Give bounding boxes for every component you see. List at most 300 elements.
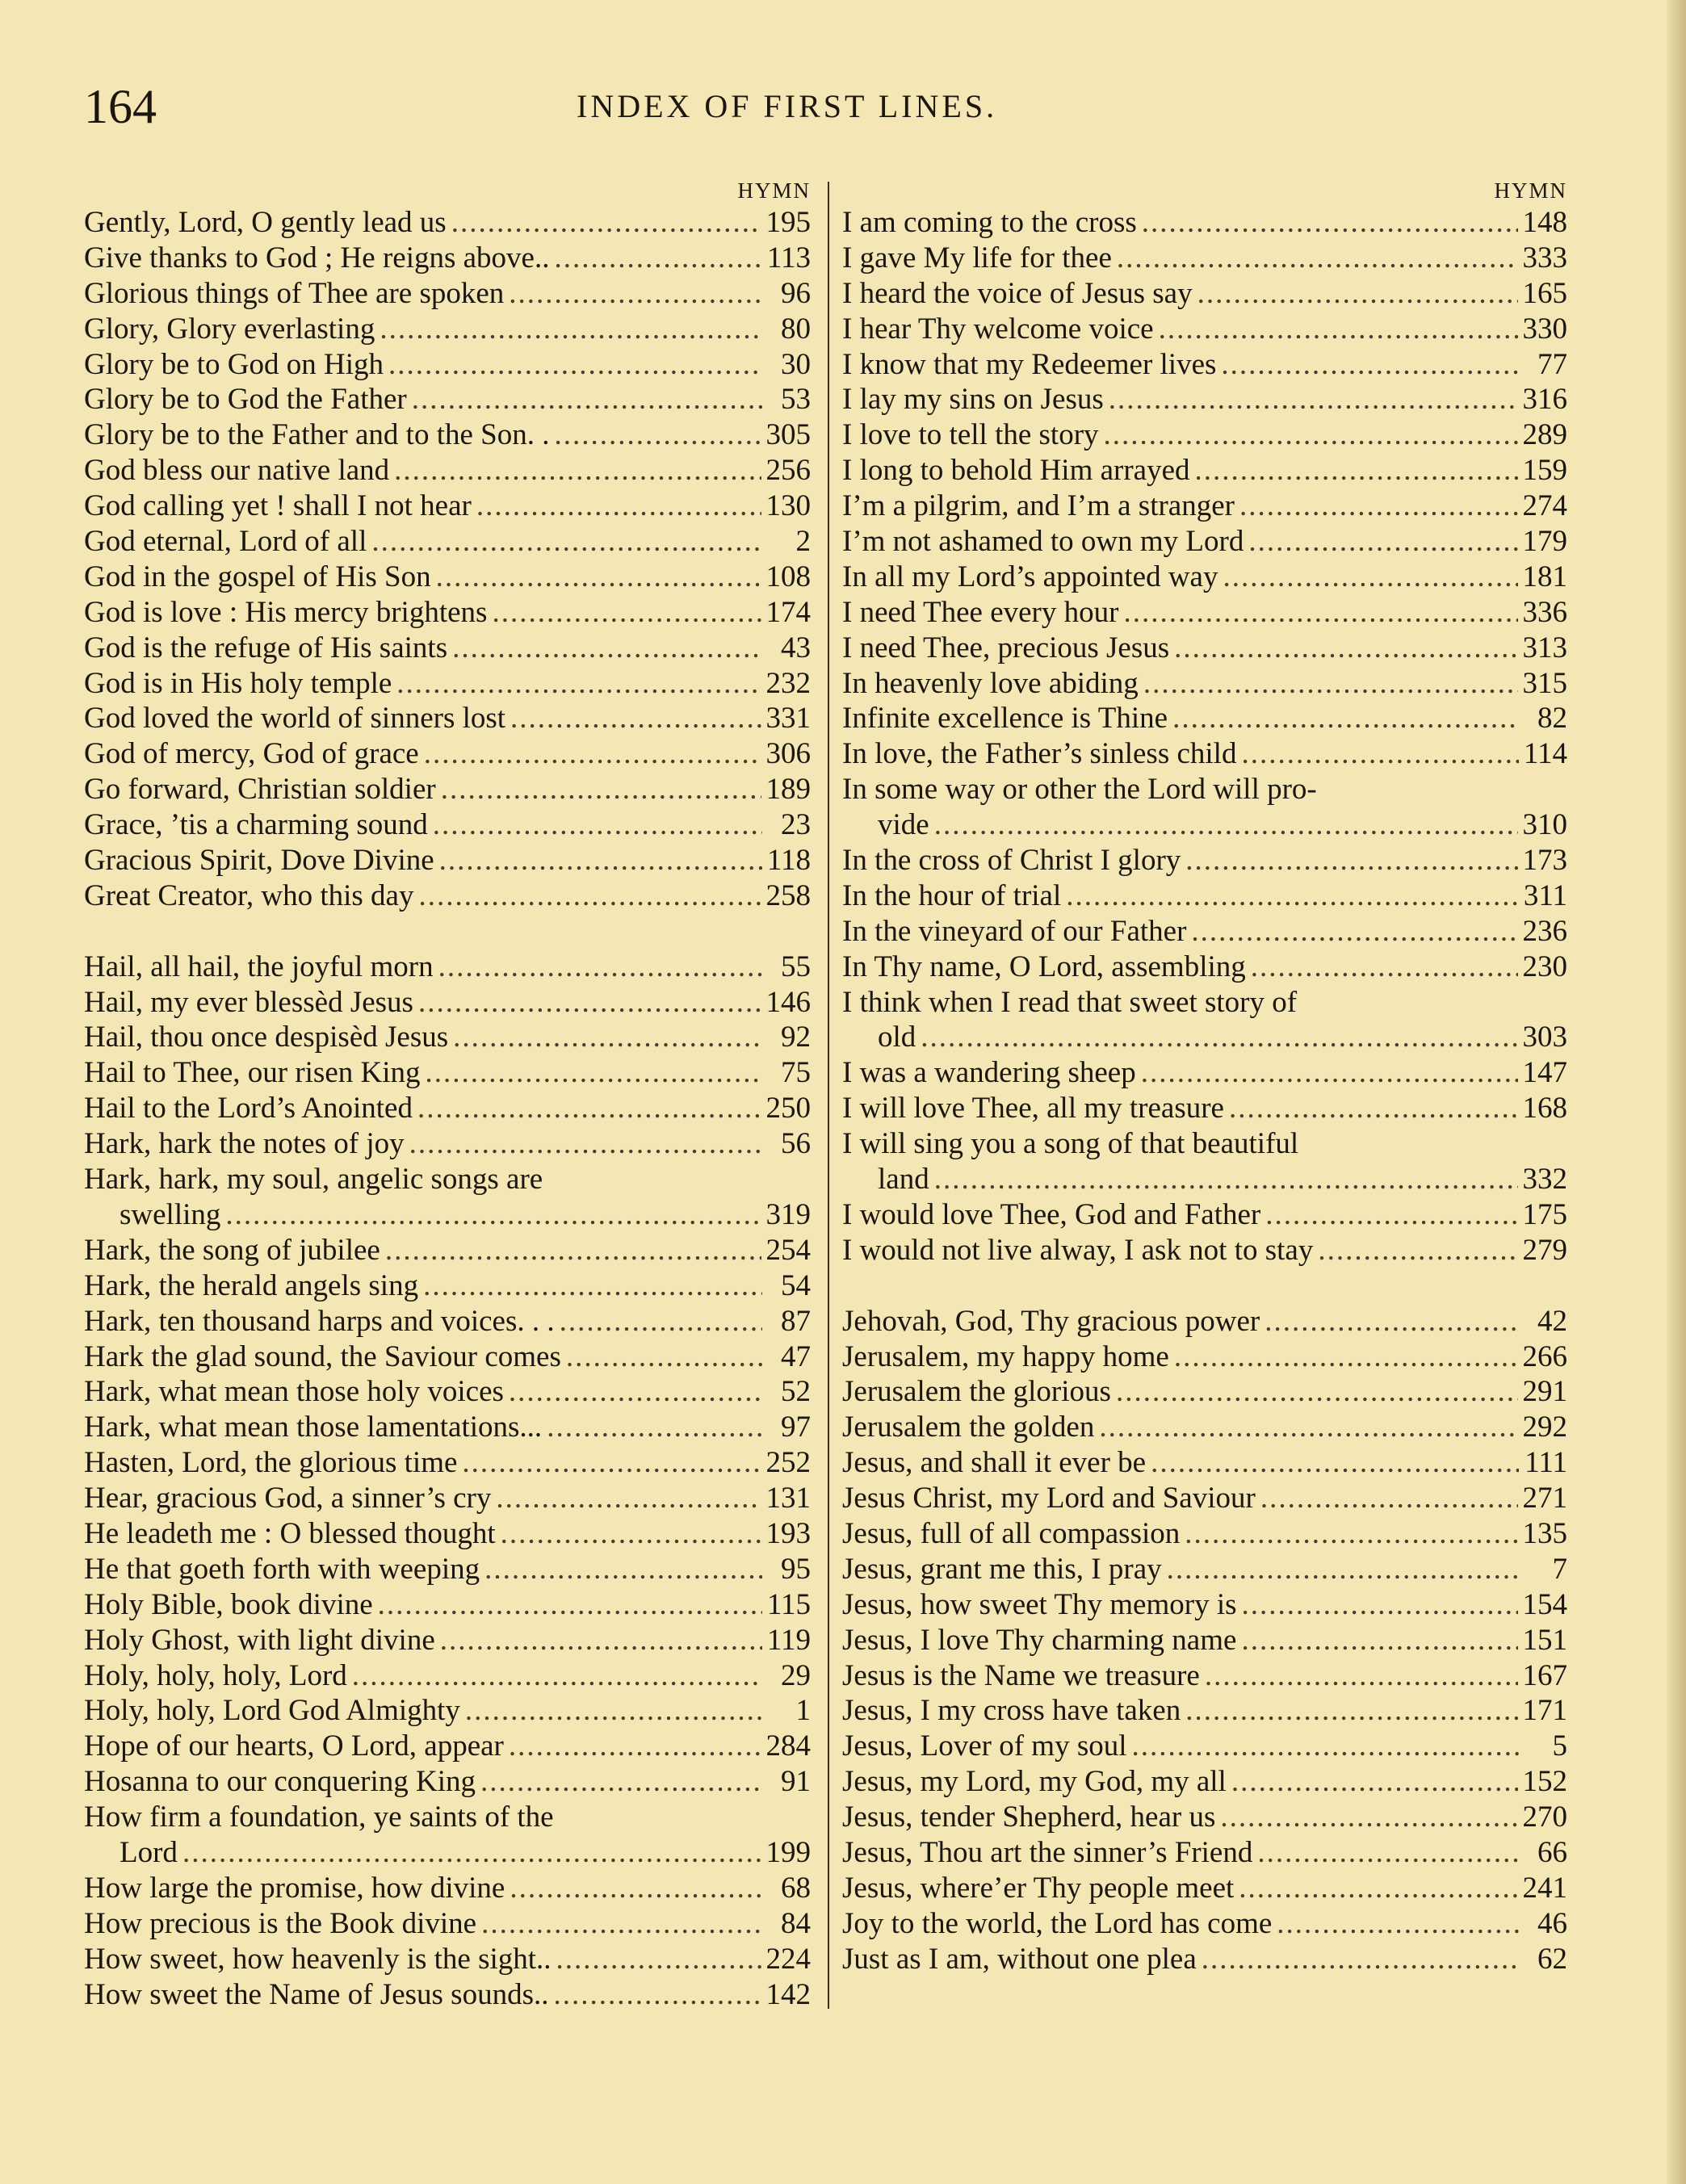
entry-first-line: Hail, thou once despisèd Jesus <box>84 1021 449 1054</box>
index-entry <box>84 1906 811 1942</box>
leader-dots <box>554 417 761 453</box>
index-entry <box>842 949 1567 985</box>
index-entry <box>84 807 811 843</box>
entry-first-line: God is in His holy temple <box>84 666 392 700</box>
index-entry <box>84 276 811 312</box>
index-entry <box>84 1055 811 1091</box>
hymn-number: 119 <box>766 1623 811 1657</box>
hymn-number: 270 <box>1522 1800 1567 1834</box>
hymn-number: 53 <box>781 383 811 417</box>
hymn-number: 171 <box>1522 1694 1567 1728</box>
hymn-number: 310 <box>1522 808 1567 842</box>
leader-dots <box>385 1233 761 1268</box>
entry-first-line: God calling yet ! shall I not hear <box>84 489 472 523</box>
entry-first-line: Infinite excellence is Thine <box>842 702 1168 736</box>
index-entry <box>842 1516 1567 1552</box>
hymn-number: 306 <box>765 737 811 771</box>
index-entry-line: In some way or other the Lord will pro- <box>842 773 1317 807</box>
hymn-number: 173 <box>1522 844 1567 878</box>
leader-dots <box>566 1339 762 1375</box>
leader-dots <box>1241 1623 1517 1658</box>
index-entry <box>842 382 1567 417</box>
leader-dots <box>480 1764 762 1800</box>
index-entry <box>842 878 1567 914</box>
entry-first-line: He leadeth me : O blessed thought <box>84 1516 496 1550</box>
index-entry-line: I will sing you a song of that beautiful <box>842 1127 1299 1161</box>
index-entry <box>842 843 1567 878</box>
leader-dots <box>1174 631 1517 666</box>
index-entry <box>84 631 811 666</box>
index-entry <box>842 1339 1567 1375</box>
leader-dots <box>409 1126 762 1162</box>
entry-first-line: I love to tell the story <box>842 418 1099 452</box>
hymn-number: 54 <box>781 1268 811 1302</box>
leader-dots <box>436 560 761 595</box>
entry-first-line: I lay my sins on Jesus <box>842 383 1104 417</box>
hymn-number: 142 <box>765 1977 811 2011</box>
index-entry <box>842 276 1567 312</box>
leader-dots <box>352 1658 762 1694</box>
leader-dots <box>1248 524 1517 560</box>
entry-first-line: Glory be to God on High <box>84 347 384 381</box>
leader-dots <box>553 1977 761 2013</box>
index-entry <box>842 1233 1567 1268</box>
leader-dots <box>1141 1055 1518 1091</box>
entry-first-line: I need Thee, precious Jesus <box>842 631 1170 664</box>
leader-dots <box>1104 417 1518 453</box>
index-entry <box>842 595 1567 631</box>
entry-first-line: I hear Thy welcome voice <box>842 312 1154 346</box>
hymn-number: 303 <box>1522 1021 1567 1054</box>
leader-dots <box>496 1481 761 1516</box>
index-entry <box>84 595 811 631</box>
hymn-number: 330 <box>1522 312 1567 346</box>
hymn-number: 199 <box>765 1835 811 1869</box>
leader-dots <box>1239 1871 1517 1906</box>
leader-dots <box>1066 878 1519 914</box>
column-divider <box>828 182 829 2009</box>
leader-dots <box>1132 1729 1520 1764</box>
index-entry <box>842 1374 1567 1410</box>
section-gap <box>842 1268 1567 1304</box>
hymn-number: 333 <box>1522 241 1567 275</box>
hymn-number: 284 <box>765 1729 811 1763</box>
section-g <box>84 205 811 914</box>
page-header <box>84 74 1586 139</box>
entry-first-line: Hasten, Lord, the glorious time <box>84 1446 458 1480</box>
index-entry <box>842 347 1567 383</box>
index-entry-line: I think when I read that sweet story of <box>842 985 1298 1019</box>
leader-dots <box>1223 560 1517 595</box>
leader-dots <box>412 382 762 417</box>
entry-first-line: Gracious Spirit, Dove Divine <box>84 844 434 878</box>
entry-first-line: Hear, gracious God, a sinner’s cry <box>84 1482 492 1515</box>
hymn-column-heading: HYMN <box>1494 178 1567 203</box>
leader-dots <box>1174 1339 1518 1375</box>
hymn-number: 95 <box>781 1552 811 1586</box>
index-entry <box>84 1623 811 1658</box>
entry-first-line: Jesus, how sweet Thy memory is <box>842 1587 1237 1621</box>
section-i <box>842 205 1567 1268</box>
leader-dots <box>1151 1445 1519 1481</box>
entry-first-line: I know that my Redeemer lives <box>842 347 1217 381</box>
entry-continuation-text: land <box>878 1163 929 1197</box>
entry-first-line: Jesus, Lover of my soul <box>842 1729 1127 1763</box>
entry-first-line: How precious is the Book divine <box>84 1906 477 1940</box>
entry-first-line: In the hour of trial <box>842 878 1062 912</box>
index-entry <box>84 241 811 276</box>
index-entry <box>842 1871 1567 1906</box>
index-entry <box>842 1197 1567 1233</box>
entry-first-line: Holy, holy, holy, Lord <box>84 1658 347 1692</box>
hymn-number: 175 <box>1522 1197 1567 1231</box>
index-entry <box>842 914 1567 949</box>
leader-dots <box>554 241 761 276</box>
leader-dots <box>547 1410 762 1445</box>
entry-first-line: Hark, what mean those holy voices <box>84 1375 504 1409</box>
leader-dots <box>1159 312 1518 347</box>
entry-first-line: I long to behold Him arrayed <box>842 454 1190 488</box>
entry-first-line: I am coming to the cross <box>842 206 1137 239</box>
leader-dots <box>225 1197 761 1233</box>
entry-first-line: I’m a pilgrim, and I’m a stranger <box>842 489 1235 523</box>
hymn-number: 43 <box>781 631 811 664</box>
entry-first-line: Hark the glad sound, the Saviour comes <box>84 1339 561 1373</box>
index-entry <box>84 1233 811 1268</box>
leader-dots <box>481 1906 762 1942</box>
leader-dots <box>380 312 762 347</box>
index-entry-continuation <box>84 1835 811 1871</box>
leader-dots <box>433 807 762 843</box>
entry-first-line: God eternal, Lord of all <box>84 525 367 559</box>
hymn-number: 2 <box>795 525 811 559</box>
leader-dots <box>921 1020 1517 1055</box>
leader-dots <box>1143 666 1518 702</box>
leader-dots <box>1185 1516 1517 1552</box>
hymn-number: 230 <box>1522 949 1567 983</box>
index-entry <box>842 1623 1567 1658</box>
hymn-number: 29 <box>781 1658 811 1692</box>
leader-dots <box>1123 595 1517 631</box>
hymn-number: 232 <box>765 666 811 700</box>
index-entry <box>842 736 1567 772</box>
leader-dots <box>182 1835 761 1871</box>
leader-dots <box>1116 1374 1518 1410</box>
hymn-number: 1 <box>795 1694 811 1728</box>
hymn-number: 87 <box>781 1304 811 1338</box>
hymn-number: 305 <box>765 418 811 452</box>
hymn-number: 96 <box>781 276 811 310</box>
hymn-number: 114 <box>1523 737 1567 771</box>
index-entry <box>84 1977 811 2013</box>
hymn-number: 52 <box>781 1375 811 1409</box>
index-entry-continuation <box>842 807 1567 843</box>
hymn-number: 179 <box>1522 525 1567 559</box>
index-entry <box>84 312 811 347</box>
hymn-number: 336 <box>1522 595 1567 629</box>
entry-first-line: God is the refuge of His saints <box>84 631 448 664</box>
leader-dots <box>418 878 761 914</box>
hymn-number: 115 <box>766 1587 811 1621</box>
leader-dots <box>1231 1764 1518 1800</box>
hymn-number: 47 <box>781 1339 811 1373</box>
hymn-number: 66 <box>1537 1835 1567 1869</box>
leader-dots <box>452 631 762 666</box>
leader-dots <box>441 772 761 807</box>
hymn-number: 111 <box>1525 1446 1567 1480</box>
index-entry <box>84 1268 811 1304</box>
entry-first-line: Jesus, where’er Thy people meet <box>842 1871 1235 1905</box>
hymn-number: 313 <box>1522 631 1567 664</box>
entry-first-line: Jesus, my Lord, my God, my all <box>842 1765 1227 1799</box>
leader-dots <box>462 1445 761 1481</box>
leader-dots <box>439 843 762 878</box>
index-entry <box>842 453 1567 488</box>
index-entry <box>84 382 811 417</box>
entry-first-line: God bless our native land <box>84 454 390 488</box>
entry-first-line: Give thanks to God ; He reigns above.. <box>84 241 550 275</box>
hymn-number: 75 <box>781 1056 811 1090</box>
entry-first-line: Jesus, and shall it ever be <box>842 1446 1147 1480</box>
entry-first-line: Jesus, Thou art the sinner’s Friend <box>842 1835 1253 1869</box>
hymn-number: 165 <box>1522 276 1567 310</box>
index-entry <box>84 1693 811 1729</box>
leader-dots <box>1277 1906 1519 1942</box>
hymn-number: 236 <box>1522 914 1567 948</box>
entry-first-line: Hail, my ever blessèd Jesus <box>84 985 413 1019</box>
entry-first-line: In the vineyard of our Father <box>842 914 1187 948</box>
index-entry <box>84 701 811 736</box>
entry-first-line: Hail, all hail, the joyful morn <box>84 949 434 983</box>
leader-dots <box>1220 1800 1517 1835</box>
index-entry <box>84 1552 811 1587</box>
entry-first-line: Jesus Christ, my Lord and Saviour <box>842 1482 1256 1515</box>
index-entry <box>84 985 811 1021</box>
leader-dots <box>394 453 761 488</box>
hymn-number: 97 <box>781 1411 811 1444</box>
index-entry <box>842 1445 1567 1481</box>
hymn-number: 250 <box>765 1092 811 1126</box>
leader-dots <box>396 666 761 702</box>
hymn-number: 167 <box>1522 1658 1567 1692</box>
leader-dots <box>451 205 761 241</box>
index-entry <box>84 347 811 383</box>
leader-dots <box>371 524 762 560</box>
index-entry <box>842 666 1567 702</box>
entry-first-line: How sweet, how heavenly is the sight.. <box>84 1942 552 1976</box>
index-entry <box>84 1658 811 1694</box>
leader-dots <box>1265 1197 1517 1233</box>
leader-dots <box>1142 205 1518 241</box>
right-column <box>842 176 1567 1977</box>
leader-dots <box>1195 453 1518 488</box>
leader-dots <box>1167 1552 1519 1587</box>
index-entry <box>842 1552 1567 1587</box>
entry-first-line: Jerusalem, my happy home <box>842 1339 1169 1373</box>
hymn-number: 289 <box>1522 418 1567 452</box>
index-entry <box>84 453 811 488</box>
hymn-number: 241 <box>1522 1871 1567 1905</box>
leader-dots <box>1185 843 1517 878</box>
hymn-number: 331 <box>765 702 811 736</box>
entry-first-line: Great Creator, who this day <box>84 878 414 912</box>
hymn-number: 135 <box>1522 1516 1567 1550</box>
index-entry <box>842 1091 1567 1126</box>
hymn-number: 319 <box>765 1197 811 1231</box>
section-gap <box>84 914 811 949</box>
index-entry <box>842 488 1567 524</box>
index-entry <box>84 736 811 772</box>
index-entry <box>84 1410 811 1445</box>
leader-dots <box>453 1020 762 1055</box>
index-entry <box>842 701 1567 736</box>
leader-dots <box>1172 701 1519 736</box>
leader-dots <box>492 595 761 631</box>
hymn-number: 274 <box>1522 489 1567 523</box>
hymn-number: 332 <box>1522 1163 1567 1197</box>
index-entry <box>84 1871 811 1906</box>
entry-first-line: Jerusalem the golden <box>842 1411 1095 1444</box>
index-entry <box>84 1339 811 1375</box>
hymn-number: 256 <box>765 454 811 488</box>
entry-first-line: In heavenly love abiding <box>842 666 1139 700</box>
index-entry <box>84 666 811 702</box>
index-entry <box>84 524 811 560</box>
index-entry-continuation <box>84 1197 811 1233</box>
index-entry <box>84 949 811 985</box>
entry-continuation-text: old <box>878 1021 916 1054</box>
entry-first-line: In love, the Father’s sinless child <box>842 737 1237 771</box>
entry-first-line: How large the promise, how divine <box>84 1871 505 1905</box>
leader-dots <box>484 1552 762 1587</box>
leader-dots <box>465 1693 762 1729</box>
entry-first-line: Jesus, I my cross have taken <box>842 1694 1181 1728</box>
index-entry <box>84 1020 811 1055</box>
entry-first-line: Jesus, I love Thy charming name <box>842 1623 1237 1657</box>
hymn-column-heading: HYMN <box>737 178 811 203</box>
index-entry <box>842 1800 1567 1835</box>
leader-dots <box>1191 914 1517 949</box>
hymn-number: 271 <box>1522 1482 1567 1515</box>
index-entry <box>84 772 811 807</box>
leader-dots <box>1318 1233 1517 1268</box>
leader-dots <box>423 1268 762 1304</box>
entry-first-line: Hail to Thee, our risen King <box>84 1056 421 1090</box>
index-entry <box>84 488 811 524</box>
hymn-number: 56 <box>781 1127 811 1161</box>
entry-first-line: Hark, hark the notes of joy <box>84 1127 405 1161</box>
hymn-number: 315 <box>1522 666 1567 700</box>
index-entry <box>84 878 811 914</box>
leader-dots <box>440 1623 762 1658</box>
entry-first-line: Glory be to God the Father <box>84 383 407 417</box>
hymn-number: 80 <box>781 312 811 346</box>
hymn-number: 154 <box>1522 1587 1567 1621</box>
index-entry <box>84 1126 811 1162</box>
index-entry <box>842 524 1567 560</box>
leader-dots <box>1229 1091 1518 1126</box>
leader-dots <box>509 1729 761 1764</box>
entry-first-line: Hark, what mean those lamentations... <box>84 1411 543 1444</box>
leader-dots <box>1260 1481 1518 1516</box>
leader-dots <box>509 276 762 312</box>
leader-dots <box>510 701 761 736</box>
leader-dots <box>1264 1304 1519 1339</box>
entry-first-line: God loved the world of sinners lost <box>84 702 506 736</box>
entry-first-line: Joy to the world, the Lord has come <box>842 1906 1273 1940</box>
hymn-number: 316 <box>1522 383 1567 417</box>
entry-first-line: Glorious things of Thee are spoken <box>84 276 505 310</box>
leader-dots <box>378 1587 762 1623</box>
hymn-number: 189 <box>765 773 811 807</box>
index-entry <box>84 1445 811 1481</box>
leader-dots <box>1221 347 1519 383</box>
hymn-number: 42 <box>1537 1304 1567 1338</box>
hymn-number: 266 <box>1522 1339 1567 1373</box>
index-entry <box>84 417 811 453</box>
entry-first-line: I gave My life for thee <box>842 241 1112 275</box>
entry-first-line: Jehovah, God, Thy gracious power <box>842 1304 1260 1338</box>
leader-dots <box>1239 488 1518 524</box>
index-entry <box>84 205 811 241</box>
leader-dots <box>510 1871 762 1906</box>
hymn-number: 152 <box>1522 1765 1567 1799</box>
index-entry <box>84 1587 811 1623</box>
entry-first-line: Jerusalem the glorious <box>842 1375 1111 1409</box>
hymn-number: 168 <box>1522 1092 1567 1126</box>
entry-first-line: I’m not ashamed to own my Lord <box>842 525 1244 559</box>
entry-first-line: God of mercy, God of grace <box>84 737 419 771</box>
hymn-number: 7 <box>1552 1552 1567 1586</box>
hymn-number: 23 <box>781 808 811 842</box>
hymn-number: 146 <box>765 985 811 1019</box>
hymn-number: 92 <box>781 1021 811 1054</box>
entry-first-line: Just as I am, without one plea <box>842 1942 1197 1976</box>
index-entry-continuation <box>842 1020 1567 1055</box>
hymn-number: 258 <box>765 878 811 912</box>
hymn-number: 279 <box>1522 1233 1567 1267</box>
entry-first-line: I need Thee every hour <box>842 595 1119 629</box>
leader-dots <box>1109 382 1518 417</box>
entry-first-line: Jesus, full of all compassion <box>842 1516 1181 1550</box>
leader-dots <box>1242 1587 1518 1623</box>
hymn-number: 195 <box>765 206 811 239</box>
entry-first-line: Jesus is the Name we treasure <box>842 1658 1200 1692</box>
entry-first-line: Hark, the song of jubilee <box>84 1233 380 1267</box>
leader-dots <box>1202 1942 1519 1977</box>
index-entry <box>842 1658 1567 1694</box>
hymn-number: 224 <box>765 1942 811 1976</box>
index-entry <box>84 843 811 878</box>
index-entry <box>842 417 1567 453</box>
hymn-number: 181 <box>1522 560 1567 593</box>
leader-dots <box>1117 241 1518 276</box>
page-number: 164 <box>84 80 157 133</box>
index-entry <box>842 1587 1567 1623</box>
hymn-number: 311 <box>1523 878 1567 912</box>
leader-dots <box>501 1516 761 1552</box>
leader-dots <box>424 736 761 772</box>
hymn-number: 77 <box>1537 347 1567 381</box>
hymn-number: 62 <box>1537 1942 1567 1976</box>
hymn-number: 292 <box>1522 1411 1567 1444</box>
hymn-number: 130 <box>765 489 811 523</box>
entry-first-line: I was a wandering sheep <box>842 1056 1136 1090</box>
section-h <box>84 949 811 2013</box>
leader-dots <box>438 949 762 985</box>
index-entry <box>84 1374 811 1410</box>
page-title: INDEX OF FIRST LINES. <box>577 88 998 124</box>
